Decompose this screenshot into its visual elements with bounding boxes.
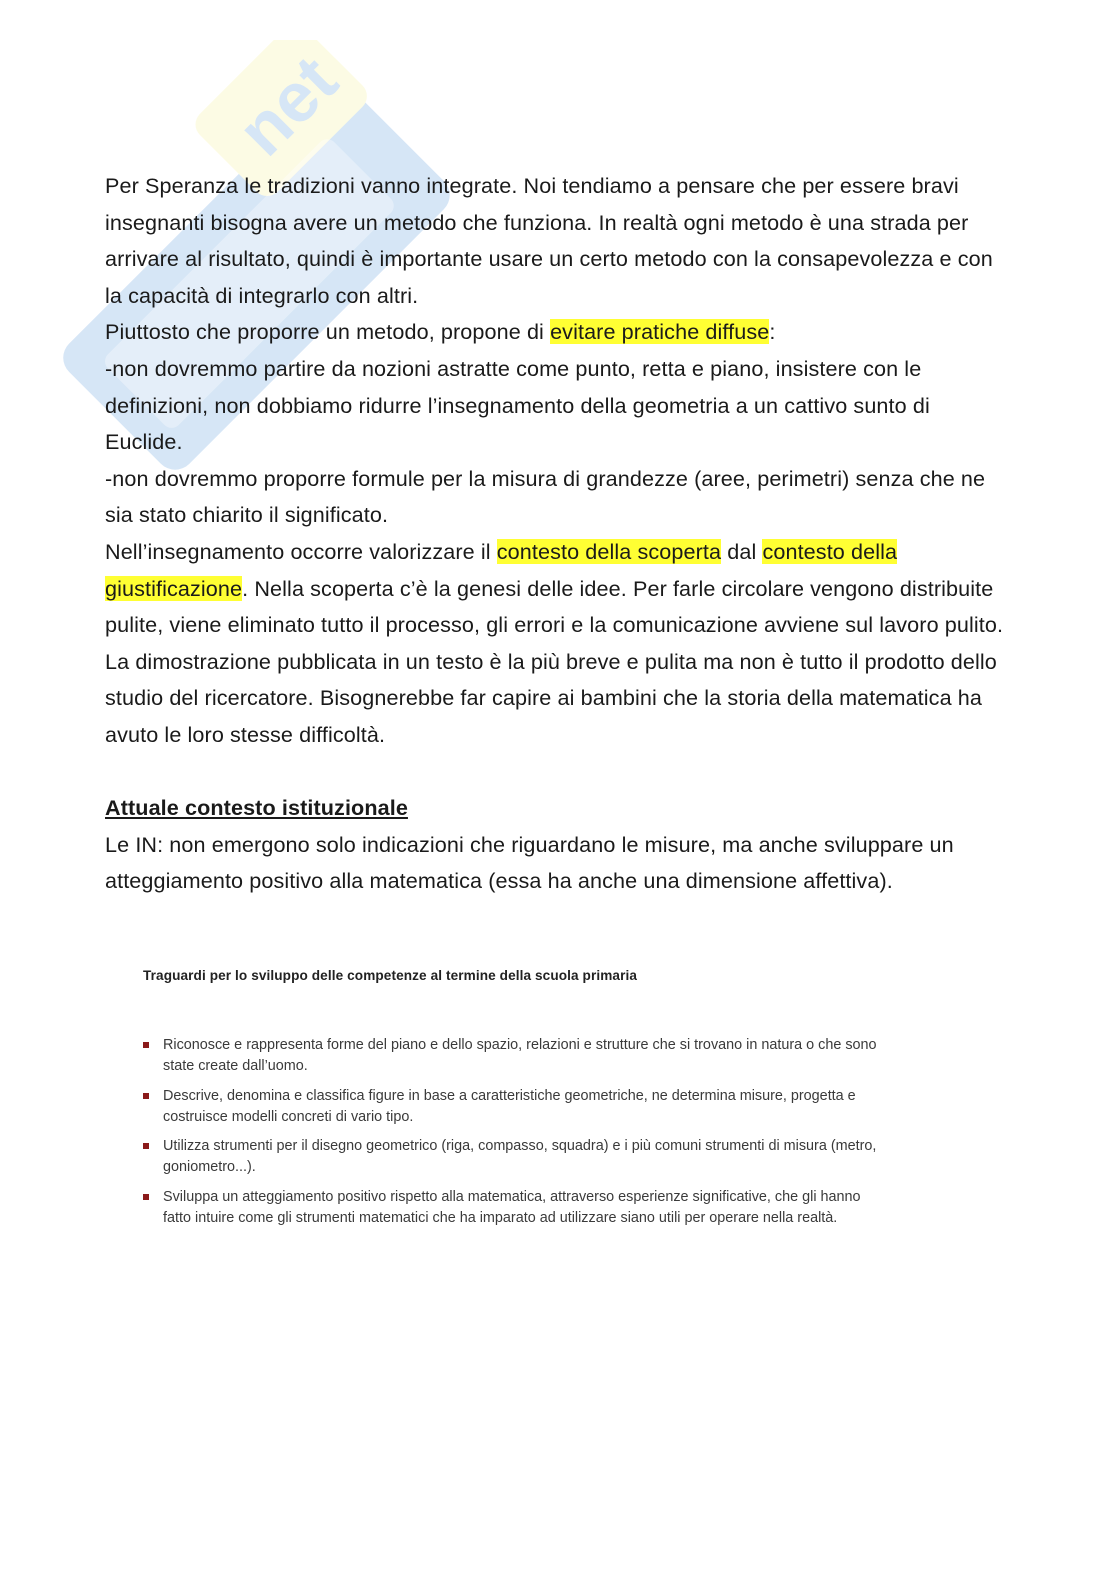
list-item (143, 1136, 883, 1178)
list-item (143, 1035, 883, 1077)
paragraph-discovery-context (105, 534, 1005, 754)
paragraph-discovery-lead: Nell’insegnamento occorre valorizzare il (105, 538, 497, 564)
bullet-square-icon (143, 1093, 149, 1099)
list-item-text: Utilizza strumenti per il disegno geometrico (riga, compasso, squadra) e i più comuni strumenti di misura (metro, goniometro...). (163, 1138, 877, 1175)
bullet-square-icon (143, 1143, 149, 1149)
highlight-contesto-scoperta: contesto della scoperta (496, 538, 722, 564)
list-item (143, 1187, 883, 1229)
highlight-contesto-giustificazione: contesto della giustificazione (105, 538, 898, 601)
list-item-text: Riconosce e rappresenta forme del piano e dello spazio, relazioni e strutture che si trovano in natura o che sono state create dall’uomo. (163, 1037, 877, 1074)
figure-title: Traguardi per lo sviluppo delle competenze al termine della scuola primaria (143, 968, 637, 983)
paragraph-formulas: -non dovremmo proporre formule per la misura di grandezze (aree, perimetri) senza che ne sia stato chiarito il significato. (105, 465, 986, 528)
section-title: Attuale contesto istituzionale (105, 795, 408, 821)
document-body (105, 168, 1005, 900)
highlight-evitare-pratiche: evitare pratiche diffuse (550, 319, 770, 345)
list-item (143, 1086, 883, 1128)
paragraph-discovery-rest: . Nella scoperta c’è la genesi delle idee. Per farle circolare vengono distribuite pulite, viene eliminato tutto il processo, gli errori e la comunicazione avviene sul lavoro pulito. La dimostrazione pubblicata in un testo è la più breve e pulita ma non è tutto il prodotto dello studio del ricercatore. Bisognerebbe far capire ai bambini che la storia della matematica ha avuto le loro stesse difficoltà. (105, 575, 1004, 747)
paragraph-avoid-practices-lead: Piuttosto che proporre un metodo, propone di (105, 319, 551, 345)
paragraph-spacer (105, 754, 1005, 791)
list-item-text: Sviluppa un atteggiamento positivo rispetto alla matematica, attraverso esperienze significative, che gli hanno fatto intuire come gli strumenti matematici che ha imparato ad utilizzare siano utili per operare nella realtà. (163, 1188, 861, 1226)
bullet-square-icon (143, 1194, 149, 1200)
section-body: Le IN: non emergono solo indicazioni che riguardano le misure, ma anche sviluppare un atteggiamento positivo alla matematica (essa ha anche una dimensione affettiva). (105, 831, 954, 894)
paragraph-traditions: Per Speranza le tradizioni vanno integrate. Noi tendiamo a pensare che per essere bravi insegnanti bisogna avere un metodo che funziona. In realtà ogni metodo è una strada per arrivare al risultato, quindi è importante usare un certo metodo con la consapevolezza e con la capacità di integrarlo con altri. (105, 173, 993, 308)
paragraph-abstract-notions: -non dovremmo partire da nozioni astratte come punto, retta e piano, insistere con le definizioni, non dobbiamo ridurre l’insegnamento della geometria a un cattivo sunto di Euclide. (105, 355, 930, 455)
paragraph-avoid-practices (105, 314, 1005, 351)
paragraph-discovery-middle: dal (721, 538, 763, 564)
embedded-figure-traguardi (143, 968, 883, 1237)
list-item-text: Descrive, denomina e classifica figure in base a caratteristiche geometriche, ne determina misure, progetta e costruisce modelli concreti di vario tipo. (163, 1087, 856, 1125)
watermark-brand-text: net (222, 40, 352, 171)
bullet-square-icon (143, 1042, 149, 1048)
paragraph-avoid-practices-colon: : (769, 319, 776, 345)
figure-list (143, 1035, 883, 1229)
